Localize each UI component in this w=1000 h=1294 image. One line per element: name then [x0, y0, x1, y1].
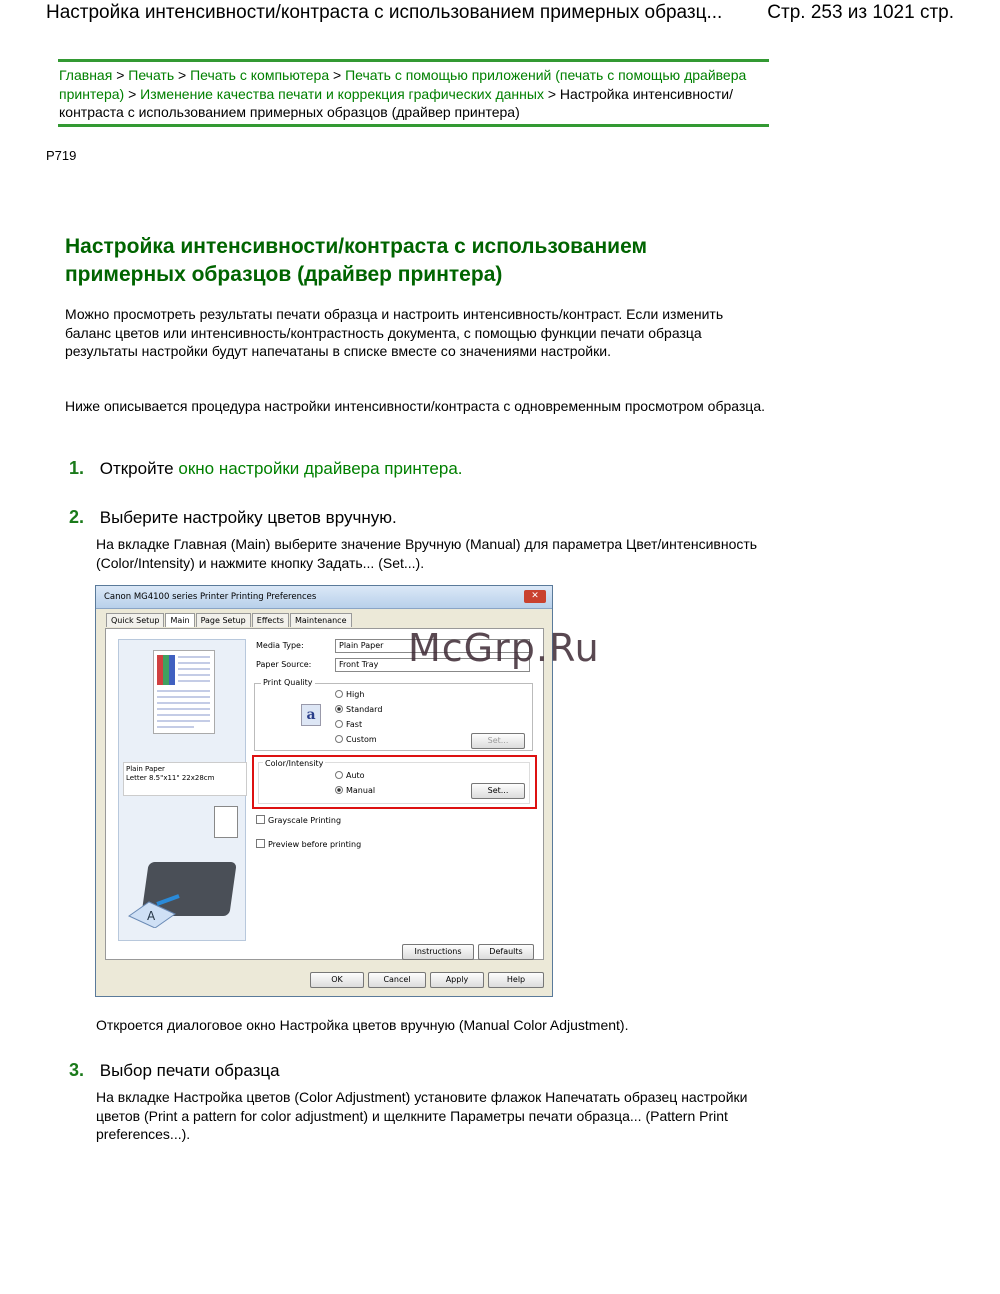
quality-preview-icon: a	[301, 704, 321, 726]
quality-high-radio[interactable]: High	[335, 690, 364, 699]
instructions-button[interactable]: Instructions	[402, 944, 474, 960]
color-auto-radio[interactable]: Auto	[335, 771, 365, 780]
media-type-label: Media Type:	[256, 641, 304, 650]
step-number: 3.	[69, 1060, 85, 1080]
driver-settings-link[interactable]: окно настройки драйвера принтера.	[178, 459, 463, 478]
tab-main[interactable]: Main	[165, 613, 194, 627]
svg-text:A: A	[147, 909, 156, 923]
step-text: Откройте	[99, 459, 174, 478]
breadcrumb-sep: >	[547, 85, 557, 102]
breadcrumb-link-print-from-computer[interactable]: Печать с компьютера	[190, 67, 330, 83]
breadcrumb-sep: >	[128, 85, 137, 102]
help-button[interactable]: Help	[488, 972, 544, 988]
step-3-body: На вкладке Настройка цветов (Color Adjustment) установите флажок Напечатать образец настройки цветов (Print a pattern for color adjustment) и щелкните Параметры печати образца... (Pattern Print preferences...).	[96, 1089, 748, 1142]
paper-source-select[interactable]: Front Tray	[335, 658, 530, 672]
color-manual-radio[interactable]: Manual	[335, 786, 375, 795]
color-intensity-group	[258, 759, 530, 804]
close-icon[interactable]: ✕	[524, 590, 546, 603]
tab-quick-setup[interactable]: Quick Setup	[106, 613, 164, 627]
breadcrumb-link-quality[interactable]: Изменение качества печати и коррекция графических данных	[140, 85, 544, 102]
breadcrumb-current: Настройка интенсивности/контраста с использованием примерных образцов (драйвер принтера)	[59, 85, 733, 120]
dialog-tabs	[106, 613, 353, 627]
paper-info	[123, 762, 247, 796]
step-text: Выберите настройку цветов вручную.	[99, 508, 397, 527]
ok-button[interactable]: OK	[310, 972, 364, 988]
breadcrumb-top-rule	[58, 59, 769, 62]
breadcrumb-link-print-with-apps[interactable]: Печать с помощью приложений (печать с помощью драйвера принтера)	[59, 67, 747, 102]
breadcrumb-link-home[interactable]: Главная	[59, 67, 113, 83]
media-type-select[interactable]: Plain Paper	[335, 639, 530, 653]
page-thumbnail	[153, 650, 215, 734]
intro-paragraph: Можно просмотреть результаты печати образца и настроить интенсивность/контраст. Если изменить баланс цветов или интенсивность/контрастность документа, с помощью функции печати образца результаты настройки будут напечатаны в списке вместе со значениями настройки.	[65, 306, 724, 359]
tab-effects[interactable]: Effects	[252, 613, 289, 627]
step-number: 1.	[69, 458, 85, 478]
step-2-body: На вкладке Главная (Main) выберите значение Вручную (Manual) для параметра Цвет/интенсивность (Color/Intensity) и нажмите кнопку Задать... (Set...).	[96, 536, 758, 571]
step-number: 2.	[69, 507, 85, 527]
step-3	[69, 1060, 280, 1081]
preview-before-printing-checkbox[interactable]: Preview before printing	[256, 839, 361, 849]
grayscale-checkbox[interactable]: Grayscale Printing	[256, 815, 341, 825]
step-1	[69, 458, 463, 479]
step-2-result: Откроется диалоговое окно Настройка цветов вручную (Manual Color Adjustment).	[96, 1017, 629, 1033]
page-title: Настройка интенсивности/контраста с использованием примерных образцов (драйвер принтера)	[65, 235, 648, 286]
step-2	[69, 507, 397, 528]
color-intensity-label: Color/Intensity	[265, 759, 324, 768]
paper-info-type: Plain Paper	[126, 765, 165, 773]
breadcrumb	[59, 66, 759, 122]
defaults-button[interactable]: Defaults	[478, 944, 534, 960]
breadcrumb-sep: >	[333, 67, 342, 83]
quality-custom-radio[interactable]: Custom	[335, 735, 377, 744]
print-quality-label: Print Quality	[263, 678, 313, 687]
paper-orientation-icon	[214, 806, 238, 838]
breadcrumb-sep: >	[178, 67, 187, 83]
page-counter: Стр. 253 из 1021 стр.	[767, 2, 954, 23]
cancel-button[interactable]: Cancel	[368, 972, 426, 988]
dialog-title: Canon MG4100 series Printer Printing Preferences	[104, 592, 317, 602]
doc-id: P719	[46, 148, 77, 163]
breadcrumb-link-print[interactable]: Печать	[128, 67, 175, 83]
color-set-button[interactable]: Set...	[471, 783, 525, 799]
intro-paragraph-2: Ниже описывается процедура настройки интенсивности/контраста с одновременным просмотром образца.	[65, 398, 765, 414]
paper-output-icon	[127, 888, 187, 928]
paper-info-size: Letter 8.5"x11" 22x28cm	[126, 774, 215, 782]
breadcrumb-sep: >	[116, 67, 125, 83]
watermark: McGrp.Ru	[408, 626, 600, 670]
tab-page-setup[interactable]: Page Setup	[196, 613, 251, 627]
print-quality-group	[254, 678, 533, 751]
paper-source-label: Paper Source:	[256, 660, 312, 669]
dialog-titlebar	[96, 586, 552, 609]
tab-maintenance[interactable]: Maintenance	[290, 613, 352, 627]
header-title: Настройка интенсивности/контраста с использованием примерных образц...	[46, 2, 723, 23]
preview-pane	[118, 639, 246, 941]
breadcrumb-bottom-rule	[58, 124, 769, 127]
quality-standard-radio[interactable]: Standard	[335, 705, 382, 714]
quality-fast-radio[interactable]: Fast	[335, 720, 362, 729]
apply-button[interactable]: Apply	[430, 972, 484, 988]
quality-set-button[interactable]: Set...	[471, 733, 525, 749]
main-tab-panel	[105, 628, 544, 960]
step-text: Выбор печати образца	[99, 1061, 280, 1080]
